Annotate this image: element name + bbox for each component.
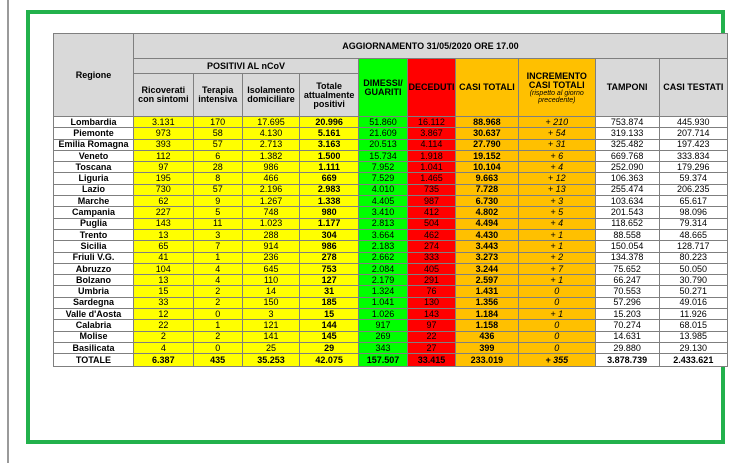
table-row: [54, 320, 728, 331]
cell-casi-testati: 79.314: [659, 218, 727, 229]
cell-regione: Valle d'Aosta: [54, 309, 134, 320]
cell-isolamento: 25: [242, 342, 300, 353]
cell-totale-positivi: 304: [300, 229, 359, 240]
cell-ricoverati: 65: [133, 241, 193, 252]
cell-regione: Molise: [54, 331, 134, 342]
cell-casi-totali: 9.663: [455, 173, 518, 184]
cell-isolamento: 121: [242, 320, 300, 331]
cell-incremento: 0: [518, 297, 595, 308]
cell-incremento: + 4: [518, 162, 595, 173]
total-cell-ricoverati: 6.387: [133, 354, 193, 367]
cell-ricoverati: 195: [133, 173, 193, 184]
cell-regione: Sicilia: [54, 241, 134, 252]
cell-casi-totali: 3.273: [455, 252, 518, 263]
cell-ricoverati: 13: [133, 275, 193, 286]
cell-dimessi: 21.609: [358, 128, 407, 139]
cell-casi-testati: 59.374: [659, 173, 727, 184]
total-cell-casi-totali: 233.019: [455, 354, 518, 367]
cell-ricoverati: 62: [133, 196, 193, 207]
cell-totale-positivi: 29: [300, 342, 359, 353]
cell-terapia: 28: [193, 162, 242, 173]
cell-isolamento: 288: [242, 229, 300, 240]
cell-tamponi: 15.203: [595, 309, 659, 320]
cell-casi-totali: 1.356: [455, 297, 518, 308]
cell-deceduti: 274: [407, 241, 455, 252]
cell-casi-testati: 98.096: [659, 207, 727, 218]
table-row: [54, 252, 728, 263]
report-frame: [26, 10, 725, 444]
cell-dimessi: 3.664: [358, 229, 407, 240]
cell-ricoverati: 97: [133, 162, 193, 173]
cell-casi-totali: 436: [455, 331, 518, 342]
cell-terapia: 1: [193, 320, 242, 331]
cell-tamponi: 134.378: [595, 252, 659, 263]
cell-casi-totali: 2.597: [455, 275, 518, 286]
cell-isolamento: 2.196: [242, 184, 300, 195]
cell-terapia: 1: [193, 252, 242, 263]
cell-regione: Emilia Romagna: [54, 139, 134, 150]
cell-ricoverati: 15: [133, 286, 193, 297]
cell-deceduti: 987: [407, 196, 455, 207]
cell-terapia: 0: [193, 309, 242, 320]
cell-dimessi: 4.405: [358, 196, 407, 207]
cell-regione: Friuli V.G.: [54, 252, 134, 263]
cell-casi-totali: 399: [455, 342, 518, 353]
cell-deceduti: 405: [407, 263, 455, 274]
cell-tamponi: 66.247: [595, 275, 659, 286]
cell-deceduti: 291: [407, 275, 455, 286]
cell-incremento: + 5: [518, 207, 595, 218]
cell-regione: Piemonte: [54, 128, 134, 139]
cell-casi-testati: 48.665: [659, 229, 727, 240]
cell-deceduti: 130: [407, 297, 455, 308]
total-cell-tamponi: 3.878.739: [595, 354, 659, 367]
cell-incremento: + 54: [518, 128, 595, 139]
cell-deceduti: 1.465: [407, 173, 455, 184]
cell-casi-totali: 3.244: [455, 263, 518, 274]
cell-casi-testati: 30.790: [659, 275, 727, 286]
cell-dimessi: 3.410: [358, 207, 407, 218]
cell-casi-testati: 80.223: [659, 252, 727, 263]
cell-terapia: 6: [193, 150, 242, 161]
total-cell-totale-positivi: 42.075: [300, 354, 359, 367]
cell-incremento: + 7: [518, 263, 595, 274]
cell-deceduti: 76: [407, 286, 455, 297]
cell-dimessi: 51.860: [358, 117, 407, 128]
cell-ricoverati: 22: [133, 320, 193, 331]
cell-tamponi: 70.274: [595, 320, 659, 331]
cell-incremento: + 1: [518, 309, 595, 320]
cell-terapia: 170: [193, 117, 242, 128]
header-dimessi: DIMESSI/ GUARITI: [358, 59, 407, 117]
cell-tamponi: 118.652: [595, 218, 659, 229]
left-edge-line: [7, 0, 9, 463]
cell-isolamento: 1.382: [242, 150, 300, 161]
cell-deceduti: 1.041: [407, 162, 455, 173]
cell-casi-totali: 3.443: [455, 241, 518, 252]
cell-totale-positivi: 3.163: [300, 139, 359, 150]
cell-deceduti: 3.867: [407, 128, 455, 139]
cell-incremento: 0: [518, 320, 595, 331]
cell-incremento: + 31: [518, 139, 595, 150]
cell-regione: Calabria: [54, 320, 134, 331]
cell-ricoverati: 2: [133, 331, 193, 342]
cell-regione: Lazio: [54, 184, 134, 195]
cell-totale-positivi: 1.500: [300, 150, 359, 161]
cell-dimessi: 1.324: [358, 286, 407, 297]
cell-ricoverati: 227: [133, 207, 193, 218]
header-deceduti: DECEDUTI: [407, 59, 455, 117]
table-row: [54, 196, 728, 207]
cell-incremento: + 3: [518, 196, 595, 207]
cell-tamponi: 255.474: [595, 184, 659, 195]
cell-casi-totali: 7.728: [455, 184, 518, 195]
cell-casi-testati: 179.296: [659, 162, 727, 173]
cell-isolamento: 141: [242, 331, 300, 342]
cell-ricoverati: 33: [133, 297, 193, 308]
cell-isolamento: 466: [242, 173, 300, 184]
cell-terapia: 2: [193, 297, 242, 308]
cell-terapia: 57: [193, 184, 242, 195]
header-isolamento: Isolamento domiciliare: [242, 74, 300, 117]
cell-totale-positivi: 2.983: [300, 184, 359, 195]
cell-totale-positivi: 15: [300, 309, 359, 320]
cell-casi-testati: 68.015: [659, 320, 727, 331]
cell-isolamento: 17.695: [242, 117, 300, 128]
cell-tamponi: 14.631: [595, 331, 659, 342]
cell-isolamento: 150: [242, 297, 300, 308]
cell-dimessi: 7.952: [358, 162, 407, 173]
cell-deceduti: 412: [407, 207, 455, 218]
cell-dimessi: 2.813: [358, 218, 407, 229]
table-row: [54, 117, 728, 128]
cell-casi-testati: 11.926: [659, 309, 727, 320]
cell-dimessi: 2.084: [358, 263, 407, 274]
cell-ricoverati: 973: [133, 128, 193, 139]
table-row: [54, 218, 728, 229]
cell-casi-testati: 13.985: [659, 331, 727, 342]
cell-regione: Puglia: [54, 218, 134, 229]
header-positivi-group: POSITIVI AL nCoV: [133, 59, 358, 74]
header-ricoverati: Ricoverati con sintomi: [133, 74, 193, 117]
cell-regione: Basilicata: [54, 342, 134, 353]
total-row: [54, 354, 728, 367]
header-incremento: INCREMENTO CASI TOTALI (rispetto al giorno precedente): [518, 59, 595, 117]
cell-terapia: 5: [193, 207, 242, 218]
cell-regione: Campania: [54, 207, 134, 218]
cell-incremento: + 6: [518, 150, 595, 161]
table-row: [54, 184, 728, 195]
cell-terapia: 2: [193, 331, 242, 342]
header-regione: Regione: [54, 34, 134, 117]
table-row: [54, 173, 728, 184]
table-row: [54, 331, 728, 342]
cell-isolamento: 14: [242, 286, 300, 297]
cell-casi-totali: 88.968: [455, 117, 518, 128]
cell-dimessi: 2.183: [358, 241, 407, 252]
cell-tamponi: 70.553: [595, 286, 659, 297]
cell-ricoverati: 393: [133, 139, 193, 150]
cell-isolamento: 236: [242, 252, 300, 263]
covid-data-table: [53, 33, 728, 367]
table-row: [54, 229, 728, 240]
cell-casi-testati: 445.930: [659, 117, 727, 128]
cell-casi-testati: 206.235: [659, 184, 727, 195]
cell-totale-positivi: 145: [300, 331, 359, 342]
cell-casi-totali: 10.104: [455, 162, 518, 173]
cell-tamponi: 201.543: [595, 207, 659, 218]
cell-casi-testati: 29.130: [659, 342, 727, 353]
cell-dimessi: 343: [358, 342, 407, 353]
cell-casi-testati: 50.050: [659, 263, 727, 274]
cell-deceduti: 97: [407, 320, 455, 331]
cell-incremento: + 4: [518, 218, 595, 229]
cell-totale-positivi: 144: [300, 320, 359, 331]
total-cell-terapia: 435: [193, 354, 242, 367]
cell-terapia: 2: [193, 286, 242, 297]
cell-ricoverati: 41: [133, 252, 193, 263]
cell-totale-positivi: 20.996: [300, 117, 359, 128]
cell-incremento: 0: [518, 331, 595, 342]
header-casi-testati: CASI TESTATI: [659, 59, 727, 117]
cell-deceduti: 27: [407, 342, 455, 353]
cell-totale-positivi: 753: [300, 263, 359, 274]
cell-deceduti: 1.918: [407, 150, 455, 161]
cell-tamponi: 325.482: [595, 139, 659, 150]
table-row: [54, 286, 728, 297]
header-tamponi: TAMPONI: [595, 59, 659, 117]
cell-totale-positivi: 1.338: [300, 196, 359, 207]
table-row: [54, 150, 728, 161]
cell-totale-positivi: 980: [300, 207, 359, 218]
cell-casi-testati: 333.834: [659, 150, 727, 161]
table-row: [54, 139, 728, 150]
cell-dimessi: 269: [358, 331, 407, 342]
cell-isolamento: 748: [242, 207, 300, 218]
cell-incremento: + 2: [518, 252, 595, 263]
table-row: [54, 263, 728, 274]
cell-tamponi: 669.768: [595, 150, 659, 161]
cell-deceduti: 4.114: [407, 139, 455, 150]
cell-dimessi: 20.513: [358, 139, 407, 150]
cell-isolamento: 110: [242, 275, 300, 286]
cell-regione: Liguria: [54, 173, 134, 184]
table-body: [54, 117, 728, 367]
cell-casi-totali: 4.802: [455, 207, 518, 218]
cell-ricoverati: 730: [133, 184, 193, 195]
cell-terapia: 11: [193, 218, 242, 229]
cell-ricoverati: 3.131: [133, 117, 193, 128]
cell-casi-totali: 30.637: [455, 128, 518, 139]
cell-incremento: + 1: [518, 229, 595, 240]
cell-regione: Toscana: [54, 162, 134, 173]
cell-casi-testati: 128.717: [659, 241, 727, 252]
cell-isolamento: 645: [242, 263, 300, 274]
cell-casi-totali: 6.730: [455, 196, 518, 207]
cell-incremento: 0: [518, 342, 595, 353]
cell-regione: Lombardia: [54, 117, 134, 128]
cell-ricoverati: 13: [133, 229, 193, 240]
cell-terapia: 4: [193, 263, 242, 274]
cell-incremento: + 210: [518, 117, 595, 128]
cell-casi-testati: 50.271: [659, 286, 727, 297]
cell-regione: Trento: [54, 229, 134, 240]
cell-totale-positivi: 278: [300, 252, 359, 263]
cell-casi-testati: 207.714: [659, 128, 727, 139]
cell-deceduti: 143: [407, 309, 455, 320]
cell-regione: Veneto: [54, 150, 134, 161]
table-row: [54, 309, 728, 320]
cell-tamponi: 103.634: [595, 196, 659, 207]
cell-regione: Umbria: [54, 286, 134, 297]
cell-incremento: + 1: [518, 275, 595, 286]
cell-tamponi: 252.090: [595, 162, 659, 173]
cell-casi-testati: 65.617: [659, 196, 727, 207]
cell-isolamento: 4.130: [242, 128, 300, 139]
table-row: [54, 162, 728, 173]
cell-dimessi: 4.010: [358, 184, 407, 195]
cell-casi-totali: 19.152: [455, 150, 518, 161]
total-cell-incremento: + 355: [518, 354, 595, 367]
table-row: [54, 275, 728, 286]
cell-casi-totali: 1.184: [455, 309, 518, 320]
cell-totale-positivi: 185: [300, 297, 359, 308]
cell-isolamento: 986: [242, 162, 300, 173]
total-cell-isolamento: 35.253: [242, 354, 300, 367]
cell-ricoverati: 104: [133, 263, 193, 274]
cell-tamponi: 106.363: [595, 173, 659, 184]
cell-regione: Marche: [54, 196, 134, 207]
cell-dimessi: 1.026: [358, 309, 407, 320]
cell-totale-positivi: 31: [300, 286, 359, 297]
cell-totale-positivi: 669: [300, 173, 359, 184]
cell-regione: Sardegna: [54, 297, 134, 308]
cell-isolamento: 3: [242, 309, 300, 320]
cell-deceduti: 333: [407, 252, 455, 263]
header-totale-positivi: Totale attualmente positivi: [300, 74, 359, 117]
total-cell-regione: TOTALE: [54, 354, 134, 367]
cell-isolamento: 2.713: [242, 139, 300, 150]
total-cell-dimessi: 157.507: [358, 354, 407, 367]
cell-regione: Bolzano: [54, 275, 134, 286]
cell-tamponi: 150.054: [595, 241, 659, 252]
cell-tamponi: 75.652: [595, 263, 659, 274]
cell-ricoverati: 4: [133, 342, 193, 353]
cell-deceduti: 22: [407, 331, 455, 342]
cell-casi-testati: 49.016: [659, 297, 727, 308]
cell-dimessi: 2.662: [358, 252, 407, 263]
cell-dimessi: 1.041: [358, 297, 407, 308]
cell-isolamento: 1.267: [242, 196, 300, 207]
table-row: [54, 207, 728, 218]
cell-deceduti: 16.112: [407, 117, 455, 128]
cell-tamponi: 29.880: [595, 342, 659, 353]
cell-incremento: + 1: [518, 241, 595, 252]
cell-dimessi: 917: [358, 320, 407, 331]
cell-casi-totali: 1.158: [455, 320, 518, 331]
cell-deceduti: 504: [407, 218, 455, 229]
cell-isolamento: 914: [242, 241, 300, 252]
table-row: [54, 342, 728, 353]
cell-dimessi: 15.734: [358, 150, 407, 161]
cell-tamponi: 57.296: [595, 297, 659, 308]
cell-deceduti: 462: [407, 229, 455, 240]
total-cell-casi-testati: 2.433.621: [659, 354, 727, 367]
header-terapia: Terapia intensiva: [193, 74, 242, 117]
cell-incremento: + 12: [518, 173, 595, 184]
cell-tamponi: 319.133: [595, 128, 659, 139]
cell-incremento: + 13: [518, 184, 595, 195]
cell-totale-positivi: 127: [300, 275, 359, 286]
cell-tamponi: 753.874: [595, 117, 659, 128]
cell-terapia: 58: [193, 128, 242, 139]
cell-casi-totali: 1.431: [455, 286, 518, 297]
header-casi-totali: CASI TOTALI: [455, 59, 518, 117]
cell-casi-totali: 4.494: [455, 218, 518, 229]
cell-tamponi: 88.558: [595, 229, 659, 240]
cell-incremento: 0: [518, 286, 595, 297]
cell-dimessi: 7.529: [358, 173, 407, 184]
cell-terapia: 9: [193, 196, 242, 207]
cell-terapia: 7: [193, 241, 242, 252]
cell-totale-positivi: 1.177: [300, 218, 359, 229]
cell-casi-totali: 27.790: [455, 139, 518, 150]
cell-casi-totali: 4.430: [455, 229, 518, 240]
cell-ricoverati: 143: [133, 218, 193, 229]
cell-terapia: 8: [193, 173, 242, 184]
cell-terapia: 3: [193, 229, 242, 240]
cell-ricoverati: 12: [133, 309, 193, 320]
cell-terapia: 57: [193, 139, 242, 150]
cell-regione: Abruzzo: [54, 263, 134, 274]
cell-totale-positivi: 986: [300, 241, 359, 252]
cell-dimessi: 2.179: [358, 275, 407, 286]
cell-totale-positivi: 5.161: [300, 128, 359, 139]
cell-terapia: 4: [193, 275, 242, 286]
table-row: [54, 128, 728, 139]
cell-ricoverati: 112: [133, 150, 193, 161]
cell-casi-testati: 197.423: [659, 139, 727, 150]
cell-deceduti: 735: [407, 184, 455, 195]
total-cell-deceduti: 33.415: [407, 354, 455, 367]
cell-isolamento: 1.023: [242, 218, 300, 229]
table-title: AGGIORNAMENTO 31/05/2020 ORE 17.00: [133, 34, 727, 59]
cell-totale-positivi: 1.111: [300, 162, 359, 173]
cell-terapia: 0: [193, 342, 242, 353]
table-row: [54, 297, 728, 308]
table-row: [54, 241, 728, 252]
